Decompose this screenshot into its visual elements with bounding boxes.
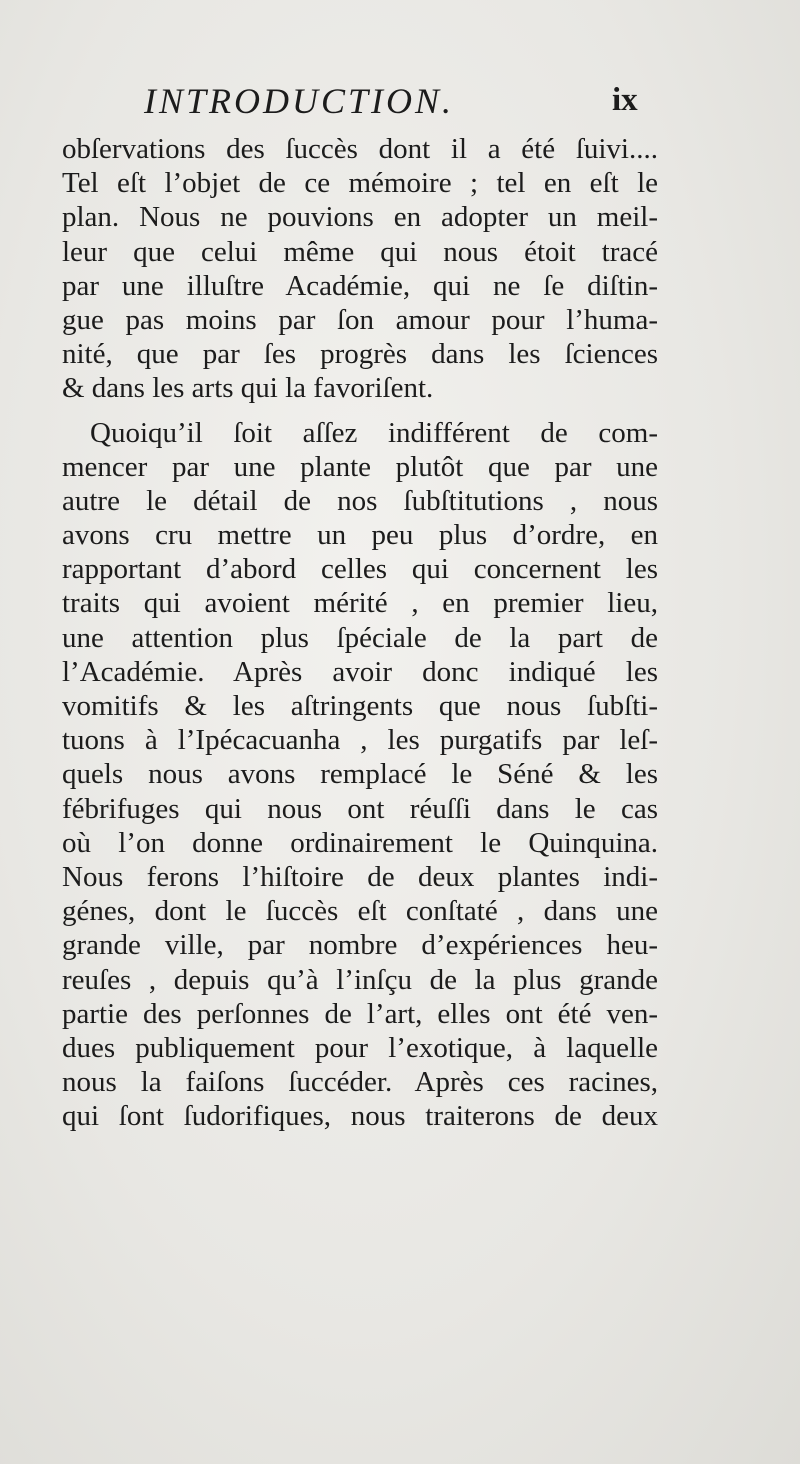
text-line: tuons à l’Ipécacuanha , les purgatifs par leſ- xyxy=(62,724,658,757)
paragraph xyxy=(62,132,658,406)
text-line: qui ſont ſudorifiques, nous traiterons de deux xyxy=(62,1100,658,1133)
text-line: dues publiquement pour l’exotique, à laquelle xyxy=(62,1031,658,1064)
text-line: gue pas moins par ſon amour pour l’huma- xyxy=(62,303,658,336)
text-line: Tel eſt l’objet de ce mémoire ; tel en eſt le xyxy=(62,167,658,200)
text-line: nité, que par ſes progrès dans les ſciences xyxy=(62,338,658,371)
text-line: où l’on donne ordinairement le Quinquina. xyxy=(62,826,658,859)
text-line: traits qui avoient mérité , en premier lieu, xyxy=(62,587,658,620)
page-header xyxy=(0,80,800,130)
text-line: fébrifuges qui nous ont réuſſi dans le cas xyxy=(62,792,658,825)
paragraph-gap xyxy=(62,406,658,416)
text-line: leur que celui même qui nous étoit tracé xyxy=(62,235,658,268)
text-line: l’Académie. Après avoir donc indiqué les xyxy=(62,655,658,688)
text-line: autre le détail de nos ſubſtitutions , nous xyxy=(62,484,658,517)
running-head: INTRODUCTION. xyxy=(144,81,455,121)
text-line: vomitifs & les aſtringents que nous ſubſti- xyxy=(62,690,658,722)
text-line: obſervations des ſuccès dont il a été ſuivi.... xyxy=(62,133,658,165)
text-line: génes, dont le ſuccès eſt conſtaté , dans une xyxy=(62,895,658,928)
text-line: rapportant d’abord celles qui concernent les xyxy=(62,553,658,586)
text-line: avons cru mettre un peu plus d’ordre, en xyxy=(62,519,658,552)
text-line: plan. Nous ne pouvions en adopter un meil- xyxy=(62,201,658,234)
text-line: reuſes , depuis qu’à l’inſçu de la plus grande xyxy=(62,963,658,996)
text-line: une attention plus ſpéciale de la part de xyxy=(62,621,658,654)
text-line: par une illuſtre Académie, qui ne ſe diſtin- xyxy=(62,269,658,302)
text-line: mencer par une plante plutôt que par une xyxy=(62,450,658,483)
text-line: grande ville, par nombre d’expériences heu- xyxy=(62,929,658,962)
body-text xyxy=(62,132,658,1133)
text-line: Quoiqu’il ſoit aſſez indifférent de com- xyxy=(90,416,658,449)
paragraph xyxy=(62,416,658,1134)
text-line: quels nous avons remplacé le Séné & les xyxy=(62,758,658,791)
text-line: partie des perſonnes de l’art, elles ont été ven- xyxy=(62,997,658,1030)
text-line: nous la faiſons ſuccéder. Après ces racines, xyxy=(62,1066,658,1099)
page-number: ix xyxy=(612,82,638,118)
text-line: Nous ferons l’hiſtoire de deux plantes indi- xyxy=(62,860,658,893)
text-line: & dans les arts qui la favoriſent. xyxy=(62,372,434,405)
